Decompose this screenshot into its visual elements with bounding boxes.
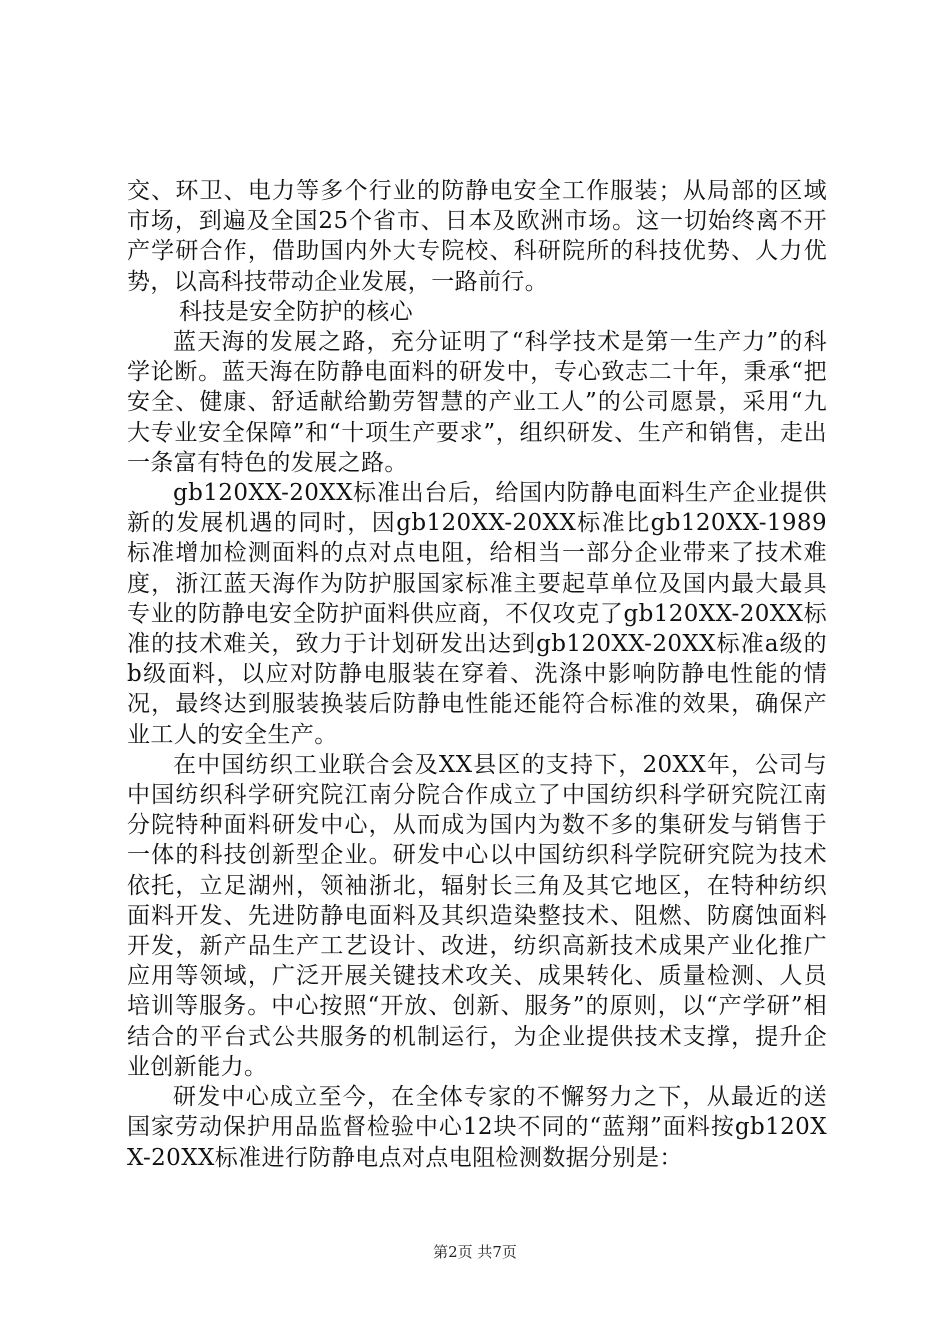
paragraph-continued: 交、环卫、电力等多个行业的防静电安全工作服装；从局部的区域市场，到遍及全国25个省市、日本及欧洲市场。这一切始终离不开产学研合作，借助国内外大专院校、科研院所的科技优势、人力优势，以高科技带动企业发展，一路前行。 [127, 178, 827, 295]
page-number-footer: 第2页 共7页 [433, 1243, 517, 1261]
paragraph: 研发中心成立至今，在全体专家的不懈努力之下，从最近的送国家劳动保护用品监督检验中心12块不同的“蓝翔”面料按gb120XX-20XX标准进行防静电点对点电阻检测数据分别是： [127, 1084, 827, 1171]
paragraph: 在中国纺织工业联合会及XX县区的支持下，20XX年，公司与中国纺织科学研究院江南分院合作成立了中国纺织科学研究院江南分院特种面料研发中心，从而成为国内为数不多的集研发与销售于一体的科技创新型企业。研发中心以中国纺织科学院研究院为技术依托，立足湖州，领袖浙北，辐射长三角及其它地区，在特种纺织面料开发、先进防静电面料及其织造染整技术、阻燃、防腐蚀面料开发，新产品生产工艺设计、改进，纺织高新技术成果产业化推广应用等领域，广泛开展关键技术攻关、成果转化、质量检测、人员培训等服务。中心按照“开放、创新、服务”的原则，以“产学研”相结合的平台式公共服务的机制运行，为企业提供技术支撑，提升企业创新能力。 [127, 751, 827, 1080]
document-body [127, 176, 827, 1173]
paragraph: 蓝天海的发展之路，充分证明了“科学技术是第一生产力”的科学论断。蓝天海在防静电面料的研发中，专心致志二十年，秉承“把安全、健康、舒适献给勤劳智慧的产业工人”的公司愿景，采用“九大专业安全保障”和“十项生产要求”，组织研发、生产和销售，走出一条富有特色的发展之路。 [127, 329, 827, 476]
paragraph: gb120XX-20XX标准出台后，给国内防静电面料生产企业提供新的发展机遇的同时，因gb120XX-20XX标准比gb120XX-1989标准增加检测面料的点对点电阻，给相当一部分企业带来了技术难度，浙江蓝天海作为防护服国家标准主要起草单位及国内最大最具专业的防静电安全防护面料供应商，不仅攻克了gb120XX-20XX标准的技术难关，致力于计划研发出达到gb120XX-20XX标准a级的b级面料，以应对防静电服装在穿着、洗涤中影响防静电性能的情况，最终达到服装换装后防静电性能还能符合标准的效果，确保产业工人的安全生产。 [127, 480, 827, 748]
section-heading: 科技是安全防护的核心 [179, 298, 413, 325]
